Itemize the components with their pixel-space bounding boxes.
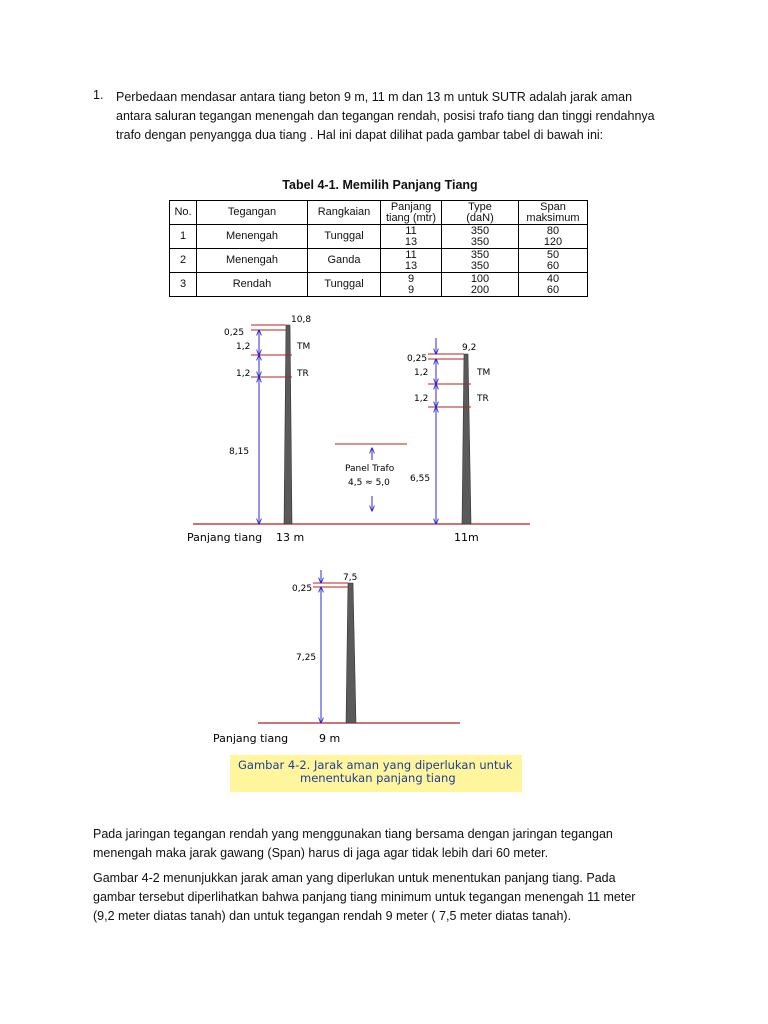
cell-value: 350	[470, 248, 490, 261]
label-d1: 0,25	[407, 354, 428, 364]
cell-value: 50	[546, 248, 560, 261]
label-ground: 6,55	[410, 474, 431, 484]
span-paragraph	[93, 825, 693, 863]
paragraph-line: menengah maka jarak gawang (Span) harus di jaga agar tidak lebih dari 60 meter.	[93, 846, 549, 860]
figure-explanation-paragraph	[93, 869, 693, 926]
intro-line: antara saluran tegangan menengah dan tegangan rendah, posisi trafo tiang dan tinggi rendahnya	[116, 109, 655, 123]
caption-line-2: menentukan panjang tiang	[300, 771, 456, 785]
header-type-1: Type	[468, 200, 492, 213]
label-top: 7,5	[343, 573, 358, 583]
label-length-11: 11m	[454, 531, 479, 544]
cell-rangkaian: Ganda	[308, 249, 381, 273]
paragraph-line: (9,2 meter diatas tanah) dan untuk tegangan rendah 9 meter ( 7,5 meter diatas tanah).	[93, 909, 572, 923]
cell-rangkaian: Tunggal	[308, 225, 381, 249]
cell-value: 350	[470, 259, 490, 272]
label-ground: 8,15	[229, 447, 250, 457]
label-top: 10,8	[291, 315, 312, 325]
label-tr: TR	[297, 369, 309, 379]
label-d3: 1,2	[236, 369, 251, 379]
header-span-1: Span	[540, 200, 566, 213]
pole-13m-group	[187, 315, 530, 544]
pole-9m-group	[213, 570, 460, 745]
label-tm: TM	[477, 368, 491, 378]
label-d2: 1,2	[414, 368, 429, 378]
pole-11m-group	[407, 338, 490, 544]
panel-value: 4,5 ≈ 5,0	[348, 478, 390, 488]
caption-line-1: Gambar 4-2. Jarak aman yang diperlukan untuk	[238, 758, 513, 772]
panel-label: Panel Trafo	[345, 464, 395, 474]
header-panjang-2: tiang (mtr)	[385, 211, 437, 224]
label-d2: 1,2	[236, 342, 251, 352]
cell-tegangan: Menengah	[197, 225, 308, 249]
header-rangkaian: Rangkaian	[308, 201, 381, 225]
cell-value: 60	[546, 259, 560, 272]
label-tr: TR	[477, 394, 489, 404]
cell-value: 13	[404, 259, 418, 272]
header-no: No.	[170, 201, 197, 225]
list-number: 1.	[93, 88, 104, 102]
cell-value: 120	[543, 235, 563, 248]
label-d1: 0,25	[292, 584, 313, 594]
header-panjang-1: Panjang	[390, 200, 432, 213]
label-d1: 0,25	[224, 328, 245, 338]
label-top: 9,2	[462, 343, 477, 353]
label-length-9: 9 m	[319, 732, 341, 745]
intro-line: Perbedaan mendasar antara tiang beton 9 m, 11 m dan 13 m untuk SUTR adalah jarak aman	[116, 90, 633, 104]
cell-value: 80	[546, 224, 560, 237]
panel-trafo-group	[335, 444, 407, 511]
table-title: Tabel 4-1. Memilih Panjang Tiang	[282, 178, 478, 192]
cell-value: 200	[470, 283, 490, 296]
cell-value: 60	[546, 283, 560, 296]
paragraph-line: gambar tersebut diperlihatkan bahwa panjang tiang minimum untuk tegangan menengah 11 meter	[93, 890, 636, 904]
cell-value: 40	[546, 272, 560, 285]
paragraph-line: Gambar 4-2 menunjukkan jarak aman yang diperlukan untuk menentukan panjang tiang. Pada	[93, 871, 616, 885]
cell-value: 11	[405, 248, 417, 261]
paragraph-line: Pada jaringan tegangan rendah yang menggunakan tiang bersama dengan jaringan tegangan	[93, 827, 613, 841]
label-ground: 7,25	[296, 653, 317, 663]
cell-value: 9	[407, 283, 415, 296]
cell-value: 350	[470, 224, 490, 237]
label-panjang-tiang: Panjang tiang	[187, 531, 263, 544]
intro-line: trafo dengan penyangga dua tiang . Hal ini dapat dilihat pada gambar tabel di bawah ini:	[116, 128, 604, 142]
cell-value: 11	[405, 224, 417, 237]
cell-no: 1	[170, 225, 197, 249]
label-length-13: 13 m	[276, 531, 305, 544]
cell-rangkaian: Tunggal	[308, 273, 381, 297]
cell-value: 100	[470, 272, 490, 285]
figure-caption	[230, 755, 522, 792]
cell-value: 9	[407, 272, 415, 285]
header-type-2: (daN)	[466, 211, 494, 224]
cell-tegangan: Menengah	[197, 249, 308, 273]
pole-11m	[462, 354, 471, 524]
header-span-2: maksimum	[526, 211, 580, 224]
label-panjang-tiang: Panjang tiang	[213, 732, 289, 745]
cell-no: 2	[170, 249, 197, 273]
cell-no: 3	[170, 273, 197, 297]
cell-value: 350	[470, 235, 490, 248]
cell-value: 13	[404, 235, 418, 248]
pole-9m	[346, 583, 356, 723]
header-tegangan: Tegangan	[197, 201, 308, 225]
cell-tegangan: Rendah	[197, 273, 308, 297]
label-d3: 1,2	[414, 394, 429, 404]
label-tm: TM	[297, 342, 311, 352]
